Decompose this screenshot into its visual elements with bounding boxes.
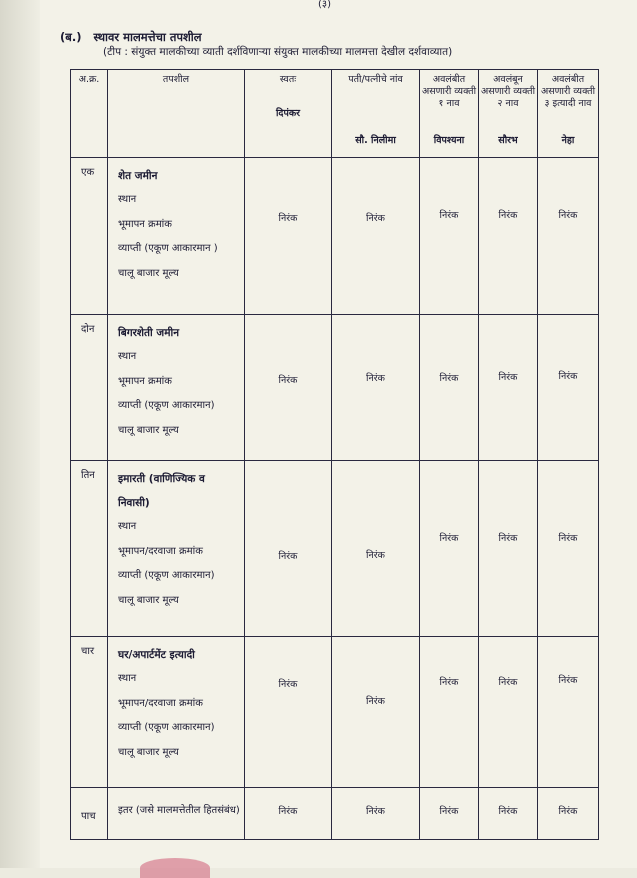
value-cell: निरंक (420, 461, 479, 637)
row-title: इमारती (वाणिज्यिक व (118, 473, 205, 485)
table-row (71, 788, 599, 840)
name-dependent-2: सौरभ (498, 135, 518, 146)
row-line: भूमापन क्रमांक (118, 218, 172, 230)
header-spouse: पती/पत्नीचे नांव सौ. निलीमा (332, 70, 420, 158)
section-title: स्थावर मालमत्तेचा तपशील (93, 30, 202, 44)
value-cell: निरंक (245, 158, 332, 315)
page-number: (३) (318, 0, 332, 10)
row-line: भूमापन क्रमांक (118, 375, 172, 387)
table-row (71, 315, 599, 461)
row-title: घर/अपार्टमेंट इत्यादी (118, 649, 195, 661)
row-details (108, 315, 245, 461)
value-cell: निरंक (479, 315, 538, 461)
page-binding (0, 0, 40, 868)
header-dependent-2: अवलंबून असणारी व्यक्ती २ नाव सौरभ (479, 70, 538, 158)
stamp-edge (140, 858, 210, 878)
row-line: चालू बाजार मूल्य (118, 746, 179, 758)
row-line: व्याप्ती (एकूण आकारमान ) (118, 243, 218, 254)
table-row (71, 461, 599, 637)
section-heading (60, 30, 202, 45)
row-line: चालू बाजार मूल्य (118, 267, 179, 279)
value-cell: निरंक (332, 461, 420, 637)
row-line: व्याप्ती (एकूण आकारमान) (118, 570, 215, 581)
row-line: व्याप्ती (एकूण आकारमान) (118, 722, 215, 733)
row-line: व्याप्ती (एकूण आकारमान) (118, 400, 215, 411)
row-line: चालू बाजार मूल्य (118, 594, 179, 606)
value-cell: निरंक (420, 315, 479, 461)
value-cell: निरंक (332, 315, 420, 461)
name-spouse: सौ. निलीमा (355, 135, 396, 146)
table-row (71, 637, 599, 788)
row-number: चार (71, 637, 108, 788)
value-cell: निरंक (538, 158, 599, 315)
row-title: इतर (जसे मालमत्तेतील हितसंबंध) (118, 805, 240, 816)
table-row (71, 158, 599, 315)
header-details: तपशील (108, 70, 245, 158)
value-cell: निरंक (479, 461, 538, 637)
value-cell: निरंक (332, 637, 420, 788)
value-cell: निरंक (245, 315, 332, 461)
section-label: (ब.) (60, 30, 82, 44)
immovable-property-table (70, 69, 599, 840)
value-cell: निरंक (479, 788, 538, 840)
row-line: स्थान (118, 351, 137, 362)
row-details (108, 788, 245, 840)
value-cell: निरंक (245, 788, 332, 840)
row-number: दोन (71, 315, 108, 461)
header-row (71, 70, 599, 158)
row-line: भूमापन/दरवाजा क्रमांक (118, 697, 203, 709)
row-line: भूमापन/दरवाजा क्रमांक (118, 545, 203, 557)
row-line: चालू बाजार मूल्य (118, 424, 179, 436)
row-details (108, 461, 245, 637)
value-cell: निरंक (479, 637, 538, 788)
row-line: स्थान (118, 194, 137, 205)
value-cell: निरंक (538, 461, 599, 637)
row-line: स्थान (118, 673, 137, 684)
row-details (108, 158, 245, 315)
name-self: दिपंकर (275, 108, 301, 119)
value-cell: निरंक (332, 788, 420, 840)
value-cell: निरंक (420, 158, 479, 315)
section-note: (टीप : संयुक्त मालकीच्या व्याती दर्शविणाऱ्या संयुक्त मालकीच्या मालमत्ता देखील दर्शवाव्यात) (103, 46, 453, 58)
value-cell: निरंक (538, 315, 599, 461)
row-line: स्थान (118, 521, 137, 532)
header-self: स्वतः दिपंकर (245, 70, 332, 158)
header-sr: अ.क्र. (71, 70, 108, 158)
value-cell: निरंक (420, 637, 479, 788)
value-cell: निरंक (538, 788, 599, 840)
value-cell: निरंक (479, 158, 538, 315)
row-title: शेत जमीन (118, 170, 158, 182)
value-cell: निरंक (420, 788, 479, 840)
row-title-continued: निवासी) (118, 497, 150, 509)
row-title: बिगरशेती जमीन (118, 327, 180, 339)
row-details (108, 637, 245, 788)
row-number: एक (71, 158, 108, 315)
header-dependent-3: अवलंबीत असणारी व्यक्ती ३ इत्यादी नाव नेहा (538, 70, 599, 158)
row-number: पाच (71, 788, 108, 840)
value-cell: निरंक (332, 158, 420, 315)
value-cell: निरंक (245, 637, 332, 788)
value-cell: निरंक (538, 637, 599, 788)
row-number: तिन (71, 461, 108, 637)
header-dependent-1: अवलंबीत असणारी व्यक्ती १ नाव विपश्यना (420, 70, 479, 158)
name-dependent-3: नेहा (561, 135, 575, 146)
value-cell: निरंक (245, 461, 332, 637)
name-dependent-1: विपश्यना (433, 135, 465, 146)
